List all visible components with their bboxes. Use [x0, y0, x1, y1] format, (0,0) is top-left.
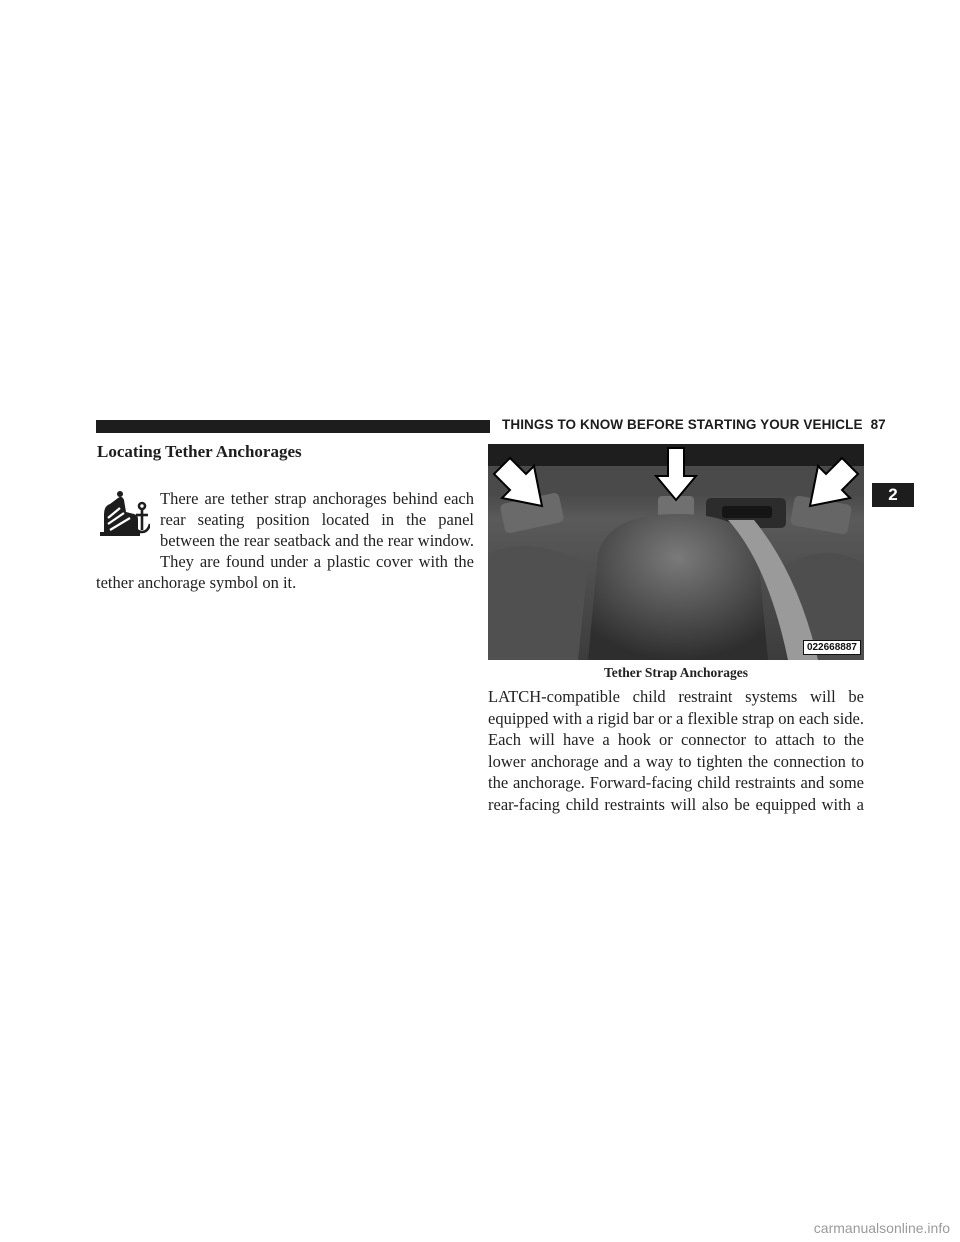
- chapter-tab: 2: [872, 483, 914, 507]
- watermark: carmanualsonline.info: [813, 1220, 950, 1236]
- running-header: [502, 417, 886, 437]
- header-section: THINGS TO KNOW BEFORE STARTING YOUR VEHICLE: [502, 417, 863, 432]
- latch-paragraph: LATCH-compatible child restraint systems will be equipped with a rigid bar or a flexible strap on each side. Each will have a hook or connector to attach to the lower anchorage and a way to tighten the connection to the anchorage. Forward-facing child restraints and some rear-facing child restraints will also be equipped with a: [488, 687, 864, 814]
- section-title: Locating Tether Anchorages: [97, 442, 302, 461]
- figure-caption: Tether Strap Anchorages: [603, 665, 748, 680]
- page-number: 87: [870, 417, 886, 432]
- intro-paragraph: [96, 488, 474, 593]
- intro-paragraph-text: There are tether strap anchorages behind each rear seating position located in the panel between the rear seatback and the rear window. They are found under a plastic cover with the tether anchorage symbol on it.: [96, 489, 474, 592]
- header-rule: [96, 420, 490, 433]
- tether-anchorages-photo: [488, 444, 864, 660]
- figure-code: 022668887: [803, 640, 861, 655]
